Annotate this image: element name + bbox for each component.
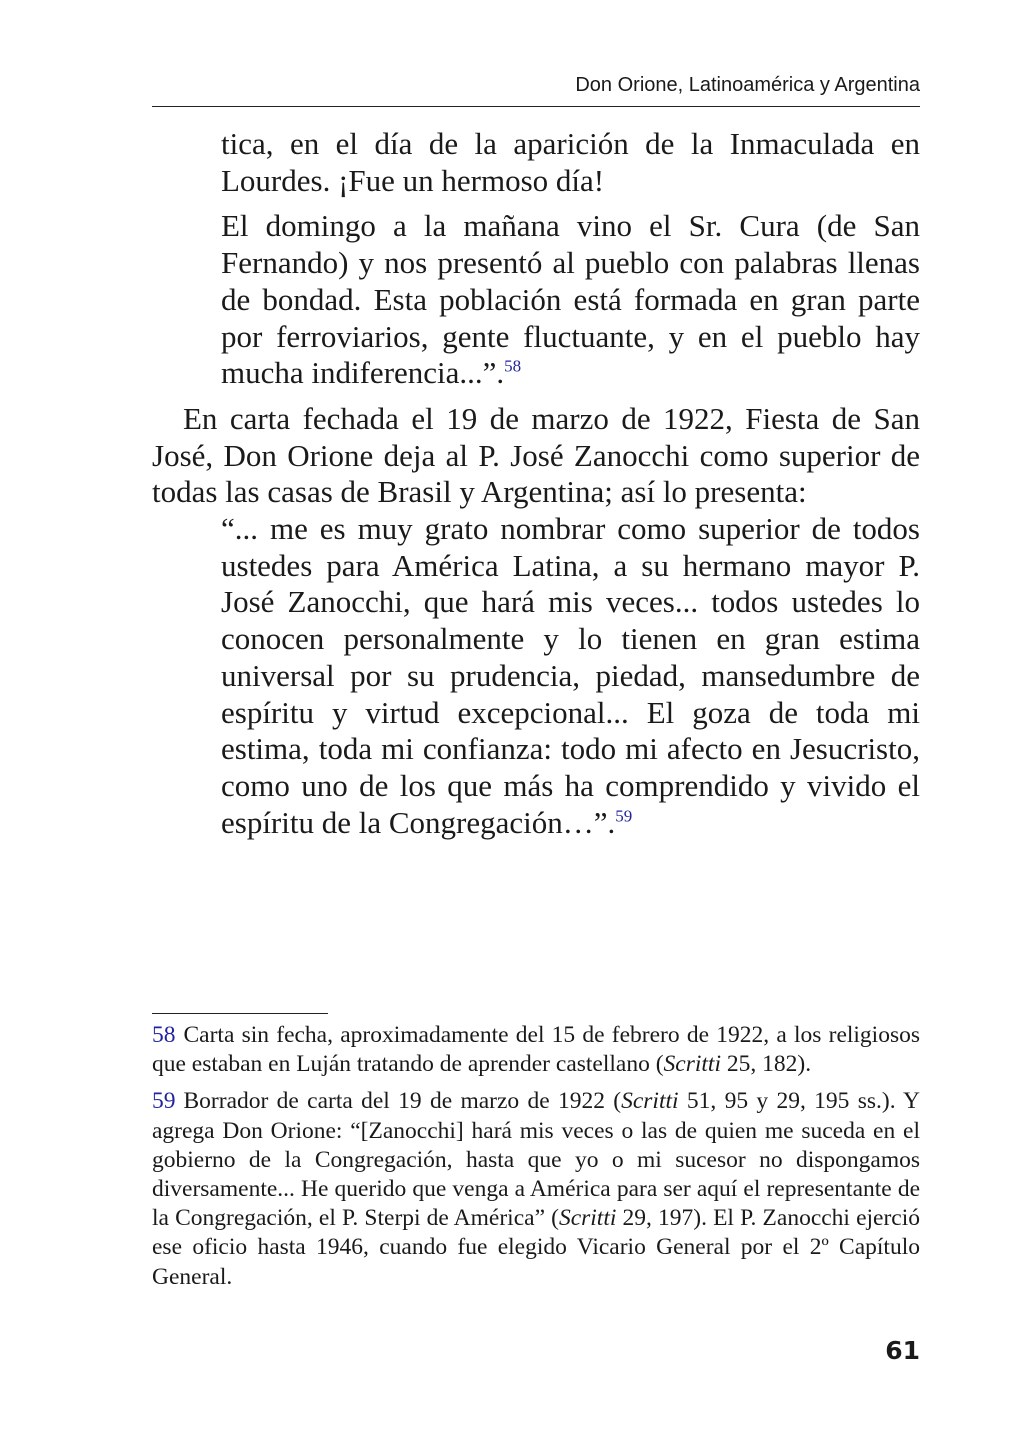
- footnote-italic: Scritti: [663, 1051, 721, 1078]
- footnote-58: [152, 1021, 920, 1079]
- footnotes: [152, 1021, 920, 1300]
- footnote-59: [152, 1087, 920, 1291]
- quote-2-paragraph-1: [221, 511, 920, 841]
- quote-1-paragraph-2: [221, 208, 920, 392]
- footnote-text: 51, 95 y 29, 195 ss.). Y agrega Don Orione: “[Zanocchi] hará mis veces o las de quien me suceda en el gobierno de la Congregación, hasta que yo o mi sucesor no dispongamos diversamente... He querido que venga a América para ser aquí el representante de la Congregación, el P. Sterpi de América” (: [152, 1088, 920, 1232]
- body-paragraph-1-text: En carta fechada el 19 de marzo de 1922, Fiesta de San José, Don Orione deja al P. José Zanocchi como superior de todas las casas de Brasil y Argentina; así lo presenta:: [152, 400, 920, 510]
- footnote-italic: Scritti: [621, 1088, 679, 1115]
- footnote-text: Carta sin fecha, aproximadamente del 15 de febrero de 1922, a los religiosos que estaban en Luján tratando de aprender castellano (: [152, 1022, 920, 1078]
- quote-2-paragraph-1-text: “... me es muy grato nombrar como superior de todos ustedes para América Latina, a su hermano mayor P. José Zanocchi, que hará mis veces... todos ustedes lo conocen personalmente y lo tienen en gran estima universal por su prudencia, piedad, mansedumbre de espíritu y virtud excepcional... El goza de toda mi estima, toda mi confianza: todo mi afecto en Jesucristo, como uno de los que más ha comprendido y vivido el espíritu de la Congregación…”.: [221, 511, 920, 840]
- page-number: 61: [885, 1336, 920, 1365]
- footnote-rule: [152, 1013, 328, 1014]
- footnote-number[interactable]: 58: [152, 1022, 176, 1048]
- footnote-ref-58[interactable]: 58: [504, 356, 522, 376]
- footnote-italic: Scritti: [558, 1205, 617, 1232]
- quote-1-paragraph-1: [221, 126, 920, 199]
- running-header: Don Orione, Latinoamérica y Argentina: [575, 74, 920, 96]
- footnote-text: 25, 182).: [721, 1051, 812, 1078]
- footnote-text: Borrador de carta del 19 de marzo de 1922 (: [183, 1088, 622, 1115]
- quote-block-1: [221, 126, 920, 392]
- footnote-number[interactable]: 59: [152, 1088, 176, 1115]
- header-rule: [152, 106, 920, 107]
- footnote-text: 29, 197). El P. Zanocchi ejerció ese oficio hasta 1946, cuando fue elegido Vicario General por el 2º Capítulo General.: [152, 1205, 921, 1290]
- quote-1-paragraph-1-text: tica, en el día de la aparición de la Inmaculada en Lourdes. ¡Fue un hermoso día!: [221, 126, 920, 198]
- main-text: [152, 126, 920, 850]
- footnote-ref-59[interactable]: 59: [615, 806, 633, 826]
- quote-1-paragraph-2-text: El domingo a la mañana vino el Sr. Cura (de San Fernando) y nos presentó al pueblo con palabras llenas de bondad. Esta población está formada en gran parte por ferroviarios, gente fluctuante, y en el pueblo hay mucha indiferencia...”.: [221, 208, 920, 391]
- quote-block-2: [221, 511, 920, 841]
- body-paragraph-1: [152, 401, 920, 511]
